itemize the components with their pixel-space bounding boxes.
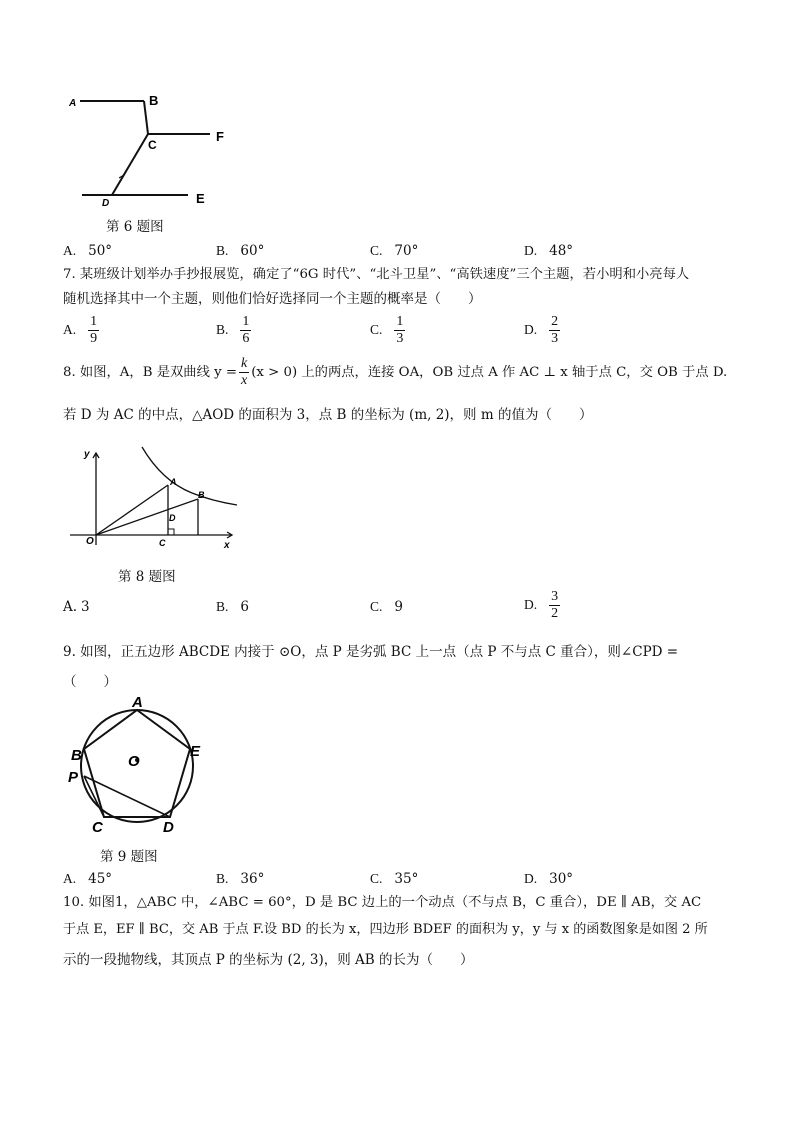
q7-option-d: D. $\frac{2}{3}$ bbox=[524, 314, 559, 346]
q8-segment-oa bbox=[96, 485, 168, 535]
q6-option-c: C. 70° bbox=[370, 243, 419, 259]
q8-caption: 第 8 题图 bbox=[118, 569, 176, 585]
q8-label-y: y bbox=[84, 449, 90, 460]
q6-line-bc bbox=[144, 101, 148, 134]
q9-option-c: C. 35° bbox=[370, 871, 419, 887]
q9-figure bbox=[62, 696, 212, 838]
q9-label-p: P bbox=[68, 769, 79, 786]
q9-label-e: E bbox=[190, 743, 201, 760]
q8-option-b: B. 6 bbox=[216, 599, 249, 615]
q6-line-cd bbox=[112, 134, 148, 195]
q7-option-b: B. $\frac{1}{6}$ bbox=[216, 314, 250, 346]
q9-label-d: D bbox=[163, 819, 174, 836]
q8-figure bbox=[62, 445, 242, 555]
q7-stem-line2: 随机选择其中一个主题，则他们恰好选择同一个主题的概率是（ ） bbox=[63, 291, 482, 307]
q9-stem-line1: 9. 如图，正五边形 ABCDE 内接于 ⊙O，点 P 是劣弧 BC 上一点（点 P 不与点 C 重合），则∠CPD = bbox=[63, 644, 679, 660]
q9-label-c: C bbox=[92, 819, 103, 836]
q7-option-c: C. $\frac{1}{3}$ bbox=[370, 314, 404, 346]
q10-stem-line3: 示的一段抛物线，其顶点 P 的坐标为 (2, 3)，则 AB 的长为（ ） bbox=[63, 952, 474, 968]
q9-option-b: B. 36° bbox=[216, 871, 265, 887]
q9-option-a: A. 45° bbox=[63, 871, 113, 887]
q8-label-a: A bbox=[170, 477, 177, 487]
q6-label-e: E bbox=[196, 191, 205, 206]
q8-label-c: C bbox=[159, 538, 166, 548]
q8-option-a: A. 3 bbox=[63, 599, 90, 615]
q10-stem-line1: 10. 如图1，△ABC 中，∠ABC = 60°，D 是 BC 边上的一个动点（不与点 B，C 重合），DE ∥ AB，交 AC bbox=[63, 895, 702, 910]
q9-option-d: D. 30° bbox=[524, 871, 574, 887]
q9-label-b: B bbox=[71, 747, 82, 764]
q8-label-d: D bbox=[169, 513, 176, 523]
q9-caption: 第 9 题图 bbox=[100, 849, 158, 865]
q7-stem-line1: 7. 某班级计划举办手抄报展览，确定了“6G 时代”、“北斗卫星”、“高铁速度”三个主题，若小明和小亮每人 bbox=[63, 267, 690, 282]
q6-label-d: D bbox=[102, 198, 110, 209]
q6-label-f: F bbox=[216, 129, 224, 144]
q6-option-d: D. 48° bbox=[524, 243, 574, 259]
q8-label-x: x bbox=[224, 540, 230, 551]
q8-label-b: B bbox=[198, 490, 205, 500]
q6-figure bbox=[60, 85, 250, 215]
q9-stem-line2: （ ） bbox=[63, 674, 117, 690]
q8-hyperbola bbox=[142, 447, 237, 505]
q6-label-c: C bbox=[148, 138, 157, 152]
q9-label-o: O bbox=[128, 753, 140, 770]
q8-stem-line1: 8. 如图，A，B 是双曲线 y = $\frac{k}{x}$ (x > 0) 上的两点，连接 OA，OB 过点 A 作 AC ⊥ x 轴于点 C，交 OB 于点 D. bbox=[63, 356, 728, 388]
q10-stem-line2: 于点 E，EF ∥ BC，交 AB 于点 F.设 BD 的长为 x，四边形 BDEF 的面积为 y，y 与 x 的函数图象是如图 2 所 bbox=[63, 922, 708, 937]
q8-option-c: C. 9 bbox=[370, 599, 403, 615]
q8-stem-line2: 若 D 为 AC 的中点，△AOD 的面积为 3，点 B 的坐标为 (m, 2)，则 m 的值为（ ） bbox=[63, 407, 593, 423]
q6-label-b: B bbox=[149, 93, 159, 108]
q8-label-o: O bbox=[86, 536, 94, 547]
q9-label-a: A bbox=[132, 696, 143, 711]
q6-label-a: A bbox=[69, 98, 77, 109]
q6-caption: 第 6 题图 bbox=[106, 219, 164, 235]
q8-segment-ob bbox=[96, 499, 198, 535]
q6-option-a: A. 50° bbox=[63, 243, 113, 259]
q8-option-d: D. $\frac{3}{2}$ bbox=[524, 589, 559, 621]
q7-option-a: A. $\frac{1}{9}$ bbox=[63, 314, 98, 346]
q6-option-b: B. 60° bbox=[216, 243, 265, 259]
q9-segment-pd bbox=[84, 776, 170, 817]
